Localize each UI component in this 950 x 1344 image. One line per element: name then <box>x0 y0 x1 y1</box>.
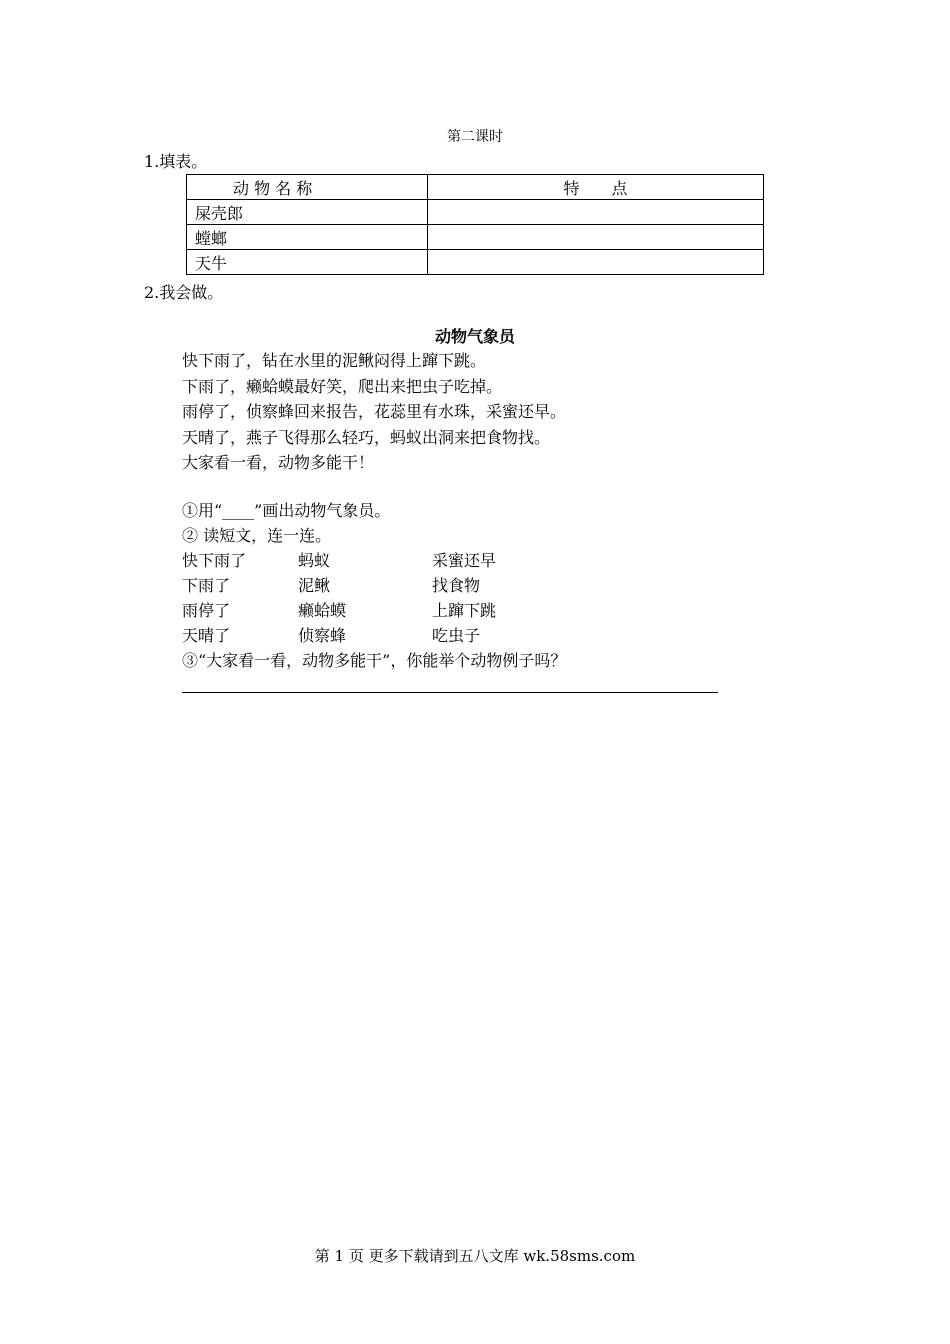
task-3: ③“大家看一看，动物多能干”，你能举个动物例子吗？ <box>182 651 567 670</box>
match-action[interactable]: 吃虫子 <box>432 626 481 645</box>
match-animal[interactable]: 泥鳅 <box>298 576 331 595</box>
match-animal[interactable]: 蚂蚁 <box>298 551 331 570</box>
poem-title: 动物气象员 <box>434 327 515 346</box>
match-animal[interactable]: 侦察蜂 <box>298 626 347 645</box>
match-action[interactable]: 找食物 <box>432 576 481 595</box>
task-2: ② 读短文，连一连。 <box>182 526 332 545</box>
match-row <box>182 548 566 573</box>
table-row <box>187 225 764 250</box>
question-2-label: 2.我会做。 <box>144 283 224 302</box>
task-1: ①用“____”画出动物气象员。 <box>182 501 391 520</box>
table-row <box>187 200 764 225</box>
tasks-section <box>182 498 566 673</box>
feature-answer-cell[interactable] <box>428 200 764 225</box>
animal-name-cell: 天牛 <box>187 250 428 275</box>
match-weather[interactable]: 快下雨了 <box>182 551 247 570</box>
match-weather[interactable]: 雨停了 <box>182 601 231 620</box>
header-animal-name: 动 物 名 称 <box>187 175 428 200</box>
poem-line: 雨停了，侦察蜂回来报告，花蕊里有水珠，采蜜还早。 <box>182 402 567 421</box>
feature-answer-cell[interactable] <box>428 225 764 250</box>
header-feature: 特 点 <box>428 175 764 200</box>
match-row <box>182 598 566 623</box>
table-header-row <box>187 175 764 200</box>
poem-line: 天晴了，燕子飞得那么轻巧，蚂蚁出洞来把食物找。 <box>182 427 551 447</box>
match-row <box>182 573 566 598</box>
match-animal[interactable]: 癞蛤蟆 <box>298 601 347 620</box>
question-1-label: 1.填表。 <box>144 152 208 171</box>
poem-body <box>182 348 566 476</box>
poem-line: 下雨了，癞蛤蟆最好笑，爬出来把虫子吃掉。 <box>182 376 503 396</box>
poem-line: 大家看一看，动物多能干！ <box>182 453 375 472</box>
match-weather[interactable]: 天晴了 <box>182 626 231 645</box>
table-row <box>187 250 764 275</box>
animal-name-cell: 屎壳郎 <box>187 200 428 225</box>
match-action[interactable]: 上蹿下跳 <box>432 601 497 620</box>
answer-line[interactable] <box>182 692 718 693</box>
fill-table <box>186 174 764 275</box>
page-title: 第二课时 <box>447 129 503 145</box>
match-row <box>182 623 566 648</box>
feature-answer-cell[interactable] <box>428 250 764 275</box>
poem-line: 快下雨了，钻在水里的泥鳅闷得上蹿下跳。 <box>182 351 487 370</box>
page-footer: 第 1 页 更多下载请到五八文库 wk.58sms.com <box>314 1247 636 1265</box>
animal-name-cell: 螳螂 <box>187 225 428 250</box>
match-weather[interactable]: 下雨了 <box>182 576 231 595</box>
match-action[interactable]: 采蜜还早 <box>432 551 497 570</box>
